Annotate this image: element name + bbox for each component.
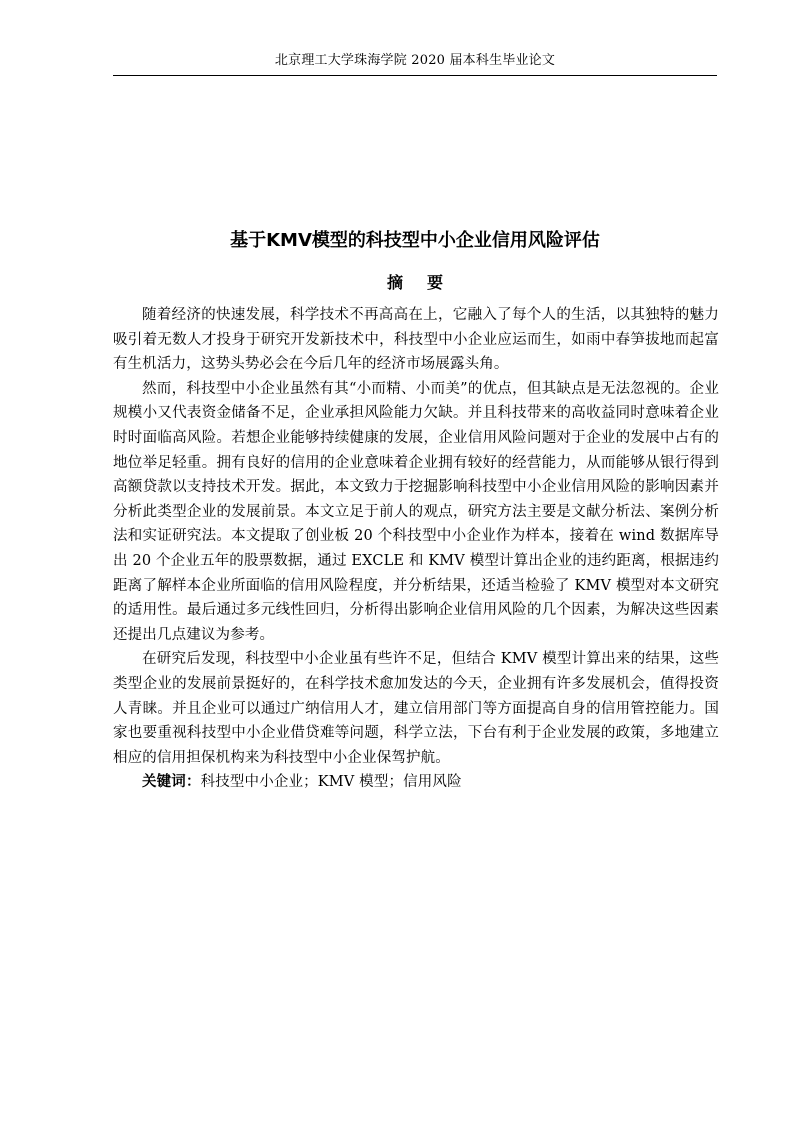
paper-title: 基于KMV模型的科技型中小企业信用风险评估 <box>230 230 600 251</box>
keywords-label: 关键词： <box>142 774 201 791</box>
abstract-paragraph-3: 在研究后发现，科技型中小企业虽有些许不足，但结合 KMV 模型计算出来的结果，这些类型企业的发展前景挺好的，在科学技术愈加发达的今天，企业拥有许多发展机会，值得投资人青睐。并且企业可以通过广纳信用人才，建立信用部门等方面提高自身的信用管控能力。国家也要重视科技型中小企业借贷难等问题，科学立法，下台有利于企业发展的政策，多地建立相应的信用担保机构来为科技型中小企业保驾护航。 <box>113 651 719 766</box>
keywords-line <box>113 770 719 795</box>
abstract-paragraph-1: 随着经济的快速发展，科学技术不再高高在上，它融入了每个人的生活，以其独特的魅力吸引着无数人才投身于研究开发新技术中，科技型中小企业应运而生，如雨中春笋拔地而起富有生机活力，这势头势必会在今后几年的经济市场展露头角。 <box>113 307 719 373</box>
abstract-body <box>113 303 719 795</box>
abstract-heading: 摘要 <box>386 273 467 292</box>
running-header: 北京理工大学珠海学院 2020 届本科生毕业论文 <box>274 53 556 68</box>
keywords-text: 科技型中小企业；KMV 模型；信用风险 <box>200 774 462 791</box>
abstract-paragraph-2: 然而，科技型中小企业虽然有其“小而精、小而美”的优点，但其缺点是无法忽视的。企业规模小又代表资金储备不足，企业承担风险能力欠缺。并且科技带来的高收益同时意味着企业时时面临高风险。若想企业能够持续健康的发展，企业信用风险问题对于企业的发展中占有的地位举足轻重。拥有良好的信用的企业意味着企业拥有较好的经营能力，从而能够从银行得到高额贷款以支持技术开发。据此，本文致力于挖掘影响科技型中小企业信用风险的影响因素并分析此类型企业的发展前景。本文立足于前人的观点，研究方法主要是文献分析法、案例分析法和实证研究法。本文提取了创业板 20 个科技型中小企业作为样本，接着在 wind 数据库导出 20 个企业五年的股票数据，通过 EXCLE 和 KMV 模型计算出企业的违约距离，根据违约距离了解样本企业所面临的信用风险程度，并分析结果，还适当检验了 KMV 模型对本文研究的适用性。最后通过多元线性回归，分析得出影响企业信用风险的几个因素，为解决这些因素还提出几点建议为参考。 <box>113 380 719 643</box>
header-rule <box>113 75 717 76</box>
